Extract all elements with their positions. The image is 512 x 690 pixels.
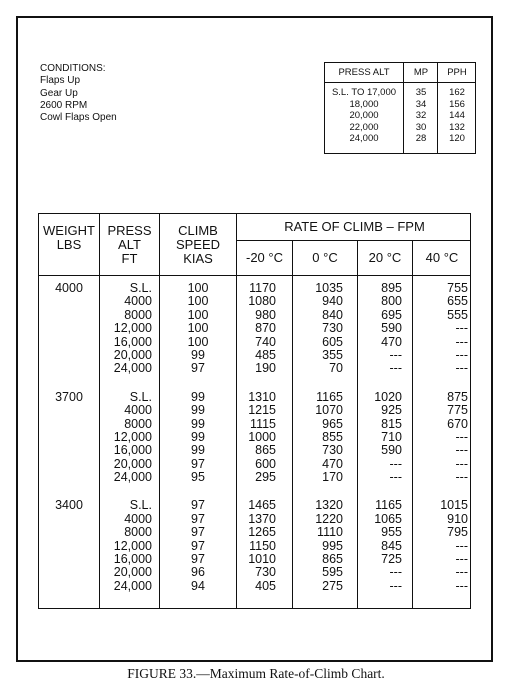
power-alt-cell: 18,000 [349, 98, 379, 110]
figure-caption [0, 666, 512, 682]
mp-cell: 30 [415, 121, 427, 133]
power-alt-cell: 24,000 [349, 133, 379, 144]
rate-cell: 1320 [315, 498, 343, 513]
pph-cell: 156 [449, 98, 465, 110]
rate-cell: 1265 [248, 525, 276, 540]
weight-value: 3400 [55, 498, 83, 513]
press-alt-cell: 20,000 [113, 347, 152, 362]
press-alt-cell: 24,000 [113, 578, 152, 593]
rate-cell: 980 [255, 307, 276, 322]
rate-cell: 740 [255, 334, 276, 349]
pph-cell: 120 [449, 133, 465, 144]
rate-cell: --- [389, 470, 402, 485]
rate-cell: --- [455, 429, 468, 444]
weight-column [39, 282, 99, 608]
rate-twenty-column [358, 282, 402, 608]
pph-column [437, 63, 476, 153]
weight-header: WEIGHT LBS [43, 223, 95, 252]
climb-speed-cell: 99 [191, 389, 205, 404]
rate-cell: 1165 [375, 498, 402, 513]
rate-cell: 70 [329, 361, 343, 376]
power-alt-cell: 20,000 [349, 110, 379, 121]
rate-cell: --- [455, 347, 468, 362]
press-alt-cell: S.L. [129, 389, 152, 404]
press-alt-header: PRESS ALT FT [107, 223, 152, 266]
press-alt-cell: 24,000 [113, 361, 152, 376]
pph-cell: 144 [449, 110, 465, 121]
press-alt-cell: S.L. [129, 498, 152, 513]
rate-cell: 275 [322, 578, 343, 593]
rate-cell: --- [455, 321, 468, 336]
rate-cell: 590 [381, 321, 402, 336]
rate-cell: 730 [255, 565, 276, 580]
rate-cell: --- [455, 334, 468, 349]
rate-cell: 910 [447, 511, 468, 526]
rate-cell: 1070 [315, 403, 343, 418]
rate-cell: 965 [322, 416, 343, 431]
rate-cell: 1000 [248, 429, 276, 444]
press-alt-cell: S.L. [129, 281, 152, 295]
rate-cell: --- [389, 456, 402, 471]
climb-speed-column [160, 282, 236, 608]
rate-cell: 875 [447, 389, 468, 404]
rate-cell: 1115 [250, 416, 276, 431]
mp-cell: 32 [415, 110, 427, 121]
rate-cell: 895 [381, 281, 402, 295]
rate-cell: --- [389, 361, 402, 376]
rate-minus20-column [237, 282, 276, 608]
press-alt-cell: 4000 [124, 511, 152, 526]
rate-cell: 955 [381, 525, 402, 540]
press-alt-cell: 4000 [124, 403, 152, 418]
rate-cell: 1220 [315, 511, 343, 526]
pph-cell: 162 [449, 87, 465, 98]
rate-cell: 795 [447, 525, 468, 540]
rate-cell: 1170 [249, 281, 276, 295]
mp-cell: 35 [415, 87, 427, 98]
figure-title: —Maximum Rate-of-Climb Chart. [196, 666, 385, 681]
weight-value: 4000 [55, 281, 83, 295]
rate-cell: --- [389, 578, 402, 593]
rate-cell: --- [455, 443, 468, 458]
climb-speed-cell: 100 [187, 294, 209, 309]
conditions-block [40, 63, 117, 124]
rate-cell: 170 [322, 470, 343, 485]
climb-speed-cell: 100 [187, 307, 209, 322]
press-alt-cell: 4000 [124, 294, 152, 309]
figure-number: FIGURE 33. [127, 666, 197, 681]
rate-cell: 1370 [248, 511, 276, 526]
rate-cell: 470 [322, 456, 343, 471]
mp-header: MP [404, 63, 438, 83]
rate-cell: 940 [322, 294, 343, 309]
climb-speed-cell: 96 [191, 565, 205, 580]
rate-cell: 670 [447, 416, 468, 431]
temp-header-minus20: -20 °C [246, 250, 283, 265]
press-alt-cell: 12,000 [113, 321, 152, 336]
rate-cell: 600 [255, 456, 276, 471]
power-alt-cell: 22,000 [349, 121, 379, 133]
power-alt-cell: S.L. TO 17,000 [331, 87, 397, 98]
rate-cell: 405 [255, 578, 276, 593]
mp-column [403, 63, 438, 153]
press-alt-column [325, 63, 403, 153]
rate-cell: 1465 [248, 498, 276, 513]
press-alt-cell: 16,000 [113, 334, 152, 349]
climb-speed-cell: 95 [191, 470, 205, 485]
press-alt-header: PRESS ALT [325, 63, 403, 83]
climb-speed-cell: 97 [191, 456, 205, 471]
climb-speed-cell: 97 [191, 361, 205, 376]
rate-cell: 865 [255, 443, 276, 458]
rate-cell: 730 [322, 443, 343, 458]
climb-speed-cell: 99 [191, 443, 205, 458]
mp-cell: 34 [415, 98, 427, 110]
temp-header-twenty: 20 °C [368, 250, 402, 265]
rate-cell: 1110 [317, 525, 343, 540]
rate-cell: 1065 [374, 511, 402, 526]
rate-cell: 590 [381, 443, 402, 458]
press-alt-cell: 16,000 [113, 443, 152, 458]
rate-cell: 485 [255, 347, 276, 362]
rate-cell: 855 [322, 429, 343, 444]
press-alt-cell: 12,000 [113, 538, 152, 553]
power-setting-table [324, 62, 476, 154]
press-alt-cell: 8000 [124, 416, 152, 431]
rate-cell: --- [455, 578, 468, 593]
rate-cell: 845 [381, 538, 402, 553]
mp-cell: 28 [415, 133, 427, 144]
rate-of-climb-table [38, 213, 471, 609]
press-alt-cell: 20,000 [113, 456, 152, 471]
rate-cell: 1010 [248, 552, 276, 567]
pph-header: PPH [438, 63, 476, 83]
rate-cell: 1015 [440, 498, 468, 513]
conditions-title: CONDITIONS: [40, 63, 106, 74]
climb-speed-cell: 100 [187, 334, 209, 349]
rate-cell: --- [455, 552, 468, 567]
rate-cell: --- [455, 470, 468, 485]
press-alt-cell: 20,000 [113, 565, 152, 580]
rate-cell: 1310 [248, 389, 276, 404]
rate-cell: 555 [447, 307, 468, 322]
rate-cell: 295 [255, 470, 276, 485]
rate-forty-column [413, 282, 468, 608]
rate-cell: 190 [255, 361, 276, 376]
temp-header-forty: 40 °C [425, 250, 459, 265]
rate-cell: --- [455, 538, 468, 553]
rate-cell: 840 [322, 307, 343, 322]
rate-cell: 995 [322, 538, 343, 553]
rate-cell: 695 [381, 307, 402, 322]
rate-cell: --- [455, 456, 468, 471]
press-alt-cell: 16,000 [113, 552, 152, 567]
climb-speed-cell: 99 [191, 403, 205, 418]
climb-speed-cell: 97 [191, 511, 205, 526]
rate-cell: 595 [322, 565, 343, 580]
condition-rpm: 2600 RPM [40, 99, 88, 111]
rate-cell: 1150 [249, 538, 276, 553]
press-alt-column [100, 282, 152, 608]
rate-zero-column [293, 282, 343, 608]
rate-cell: --- [389, 565, 402, 580]
climb-speed-cell: 97 [191, 538, 205, 553]
rate-cell: 725 [381, 552, 402, 567]
rate-of-climb-header: RATE OF CLIMB – FPM [284, 219, 425, 234]
rate-cell: --- [455, 361, 468, 376]
rate-cell: 1080 [248, 294, 276, 309]
rate-cell: 815 [381, 416, 402, 431]
rate-cell: 605 [322, 334, 343, 349]
climb-speed-cell: 97 [191, 525, 205, 540]
rate-cell: 1035 [315, 281, 343, 295]
rate-cell: --- [455, 565, 468, 580]
rate-cell: 925 [381, 403, 402, 418]
press-alt-cell: 12,000 [113, 429, 152, 444]
climb-speed-cell: 100 [187, 321, 209, 336]
header-rule [236, 240, 470, 241]
rate-cell: 1165 [316, 389, 343, 404]
condition-flaps: Flaps Up [40, 75, 81, 87]
rate-cell: 755 [447, 281, 468, 295]
rate-cell: 865 [322, 552, 343, 567]
header-rule [39, 275, 470, 276]
climb-speed-cell: 100 [187, 281, 209, 295]
climb-speed-cell: 99 [191, 416, 205, 431]
condition-cowl-flaps: Cowl Flaps Open [40, 112, 117, 124]
climb-speed-cell: 94 [191, 578, 205, 593]
climb-speed-cell: 99 [191, 429, 205, 444]
rate-cell: 470 [381, 334, 402, 349]
temp-header-zero: 0 °C [312, 250, 338, 265]
climb-speed-cell: 99 [191, 347, 205, 362]
rate-cell: 355 [322, 347, 343, 362]
pph-cell: 132 [449, 121, 465, 133]
rate-cell: 710 [381, 429, 402, 444]
press-alt-cell: 8000 [124, 307, 152, 322]
rate-cell: 775 [447, 403, 468, 418]
rate-cell: 870 [255, 321, 276, 336]
climb-speed-cell: 97 [191, 498, 205, 513]
climb-speed-cell: 97 [191, 552, 205, 567]
rate-cell: 800 [381, 294, 402, 309]
rate-cell: --- [389, 347, 402, 362]
rate-cell: 730 [322, 321, 343, 336]
weight-value: 3700 [55, 389, 83, 404]
condition-gear: Gear Up [40, 87, 78, 99]
press-alt-cell: 24,000 [113, 470, 152, 485]
rate-cell: 1215 [248, 403, 276, 418]
rate-cell: 655 [447, 294, 468, 309]
press-alt-cell: 8000 [124, 525, 152, 540]
climb-speed-header: CLIMB SPEED KIAS [175, 223, 221, 266]
rate-cell: 1020 [374, 389, 402, 404]
